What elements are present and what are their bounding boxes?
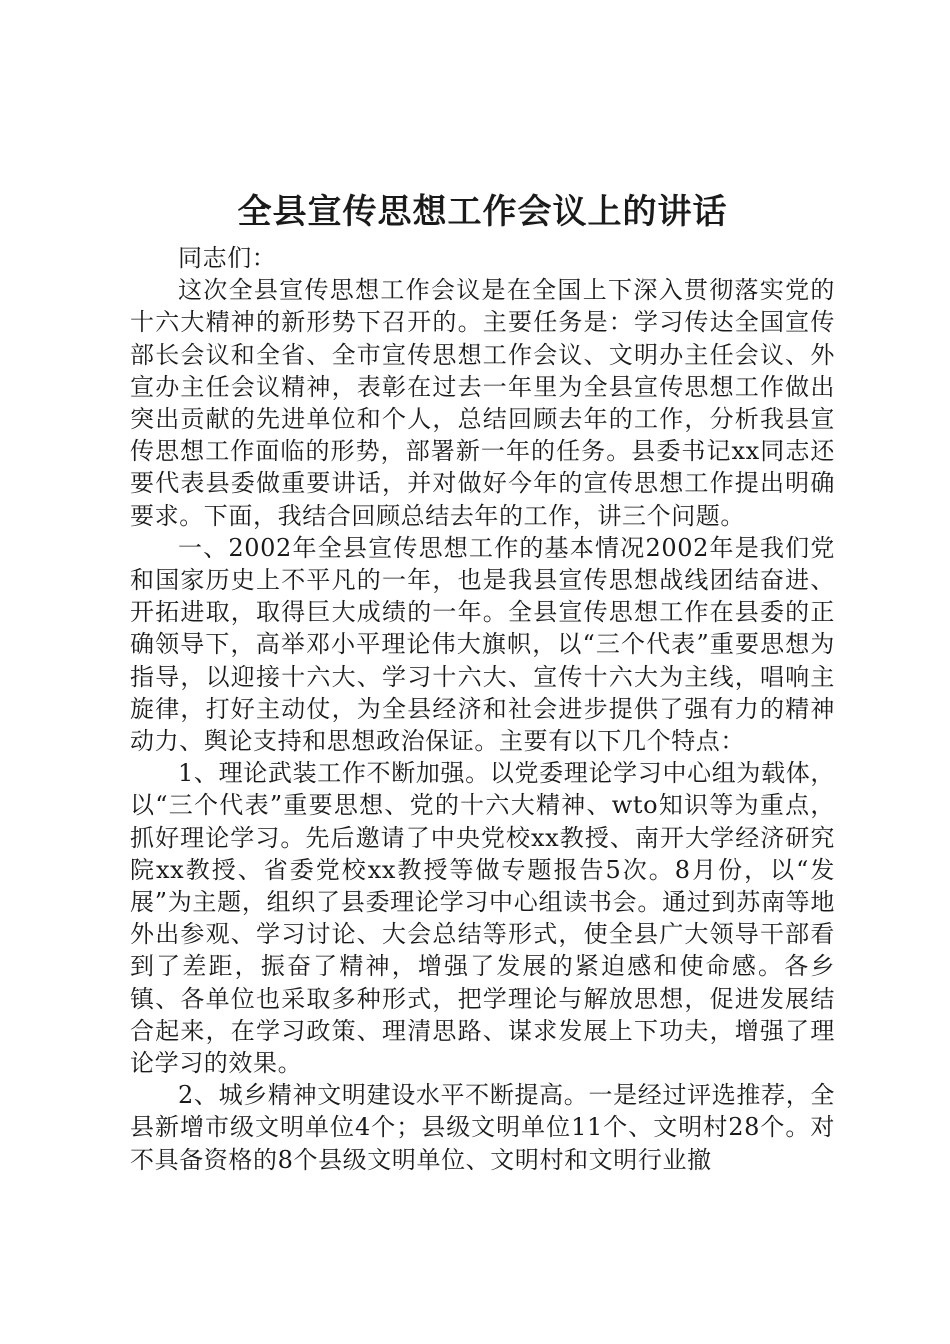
document-title: 全县宣传思想工作会议上的讲话 [237,192,728,232]
paragraph-section-one: 一、2002年全县宣传思想工作的基本情况2002年是我们党和国家历史上不平凡的一年，也是我县宣传思想战线团结奋进、开拓进取，取得巨大成绩的一年。全县宣传思想工作在县委的正确领导下，高举邓小平理论伟大旗帜，以“三个代表”重要思想为指导，以迎接十六大、学习十六大、宣传十六大为主线，唱响主旋律，打好主动仗，为全县经济和社会进步提供了强有力的精神动力、舆论支持和思想政治保证。主要有以下几个特点： [130,533,835,756]
paragraph-intro: 这次全县宣传思想工作会议是在全国上下深入贯彻落实党的十六大精神的新形势下召开的。主要任务是：学习传达全国宣传部长会议和全省、全市宣传思想工作会议、文明办主任会议、外宣办主任会议精神，表彰在过去一年里为全县宣传思想工作做出突出贡献的先进单位和个人，总结回顾去年的工作，分析我县宣传思想工作面临的形势，部署新一年的任务。县委书记xx同志还要代表县委做重要讲话，并对做好今年的宣传思想工作提出明确要求。下面，我结合回顾总结去年的工作，讲三个问题。 [130,276,835,530]
paragraph-civilization: 2、城乡精神文明建设水平不断提高。一是经过评选推荐，全县新增市级文明单位4个；县级文明单位11个、文明村28个。对不具备资格的8个县级文明单位、文明村和文明行业撤 [130,1081,835,1174]
paragraph-theory: 1、理论武装工作不断加强。以党委理论学习中心组为载体，以“三个代表”重要思想、党的十六大精神、wto知识等为重点，抓好理论学习。先后邀请了中央党校xx教授、南开大学经济研究院xx教授、省委党校xx教授等做专题报告5次。8月份，以“发展”为主题，组织了县委理论学习中心组读书会。通过到苏南等地外出参观、学习讨论、大会总结等形式，使全县广大领导干部看到了差距，振奋了精神，增强了发展的紧迫感和使命感。各乡镇、各单位也采取多种形式，把学理论与解放思想，促进发展结合起来，在学习政策、理清思路、谋求发展上下功夫，增强了理论学习的效果。 [130,759,835,1078]
document-body [130,190,835,1176]
salutation: 同志们： [178,244,277,272]
